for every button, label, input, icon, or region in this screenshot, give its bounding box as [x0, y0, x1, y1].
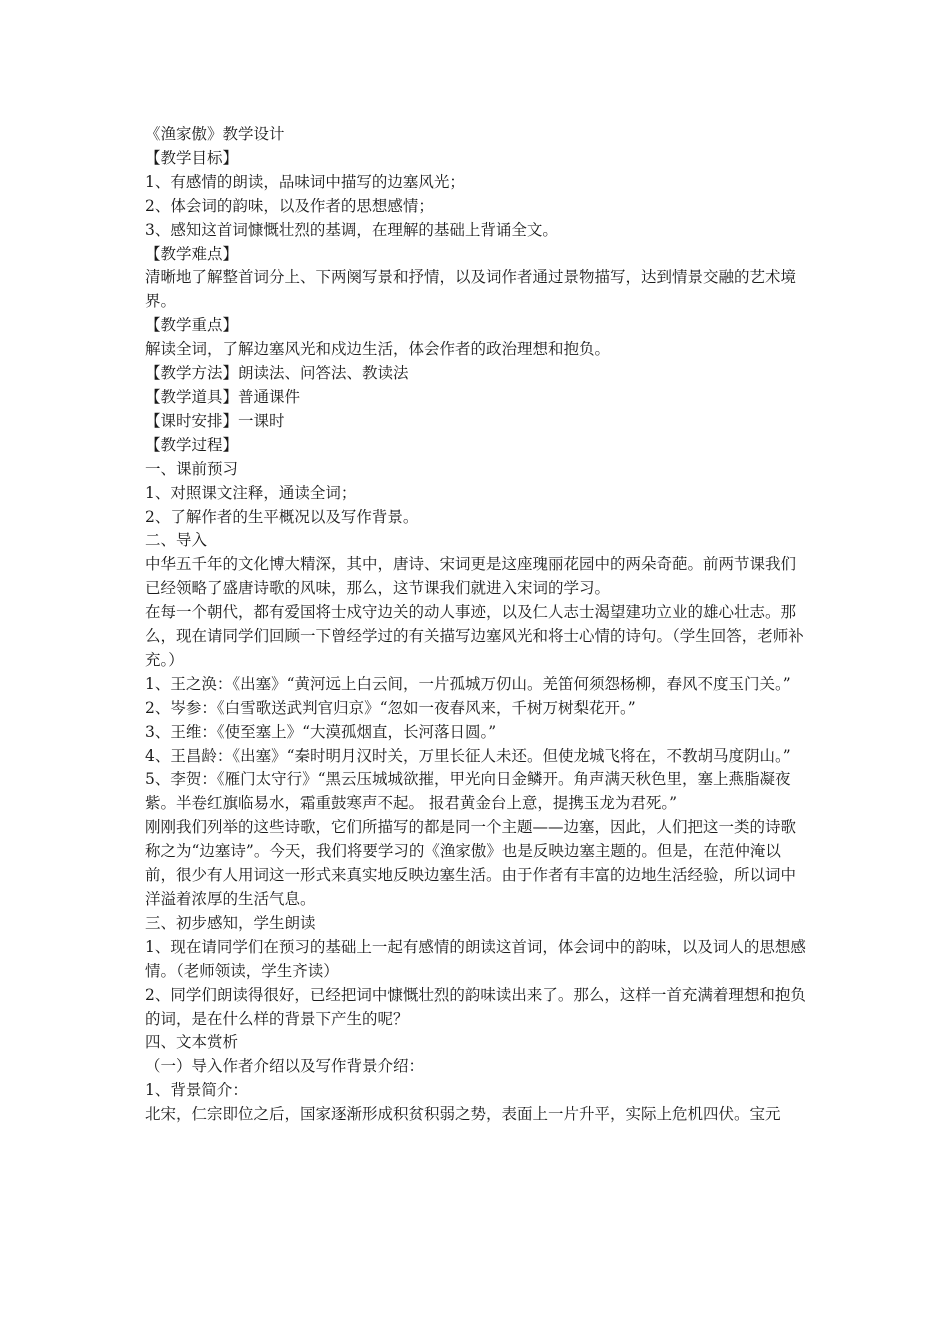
paragraph: 【教学道具】普通课件: [145, 387, 301, 406]
paragraph: 2、了解作者的生平概况以及写作背景。: [145, 507, 419, 526]
paragraph: 1、现在请同学们在预习的基础上一起有感情的朗读这首词，体会词中的韵味，以及词人的思想感情。（老师领读，学生齐读）: [145, 937, 806, 980]
paragraph: 中华五千年的文化博大精深，其中，唐诗、宋词更是这座瑰丽花园中的两朵奇葩。前两节课我们已经领略了盛唐诗歌的风味，那么，这节课我们就进入宋词的学习。: [145, 555, 797, 598]
paragraph: 3、王维：《使至塞上》“大漠孤烟直，长河落日圆。”: [145, 722, 497, 741]
paragraph: （一）导入作者介绍以及写作背景介绍：: [145, 1057, 425, 1076]
paragraph: 二、导入: [145, 531, 208, 550]
paragraph: 北宋，仁宗即位之后，国家逐渐形成积贫积弱之势，表面上一片升平，实际上危机四伏。宝元: [145, 1105, 781, 1124]
paragraph: 2、同学们朗读得很好，已经把词中慷慨壮烈的韵味读出来了。那么，这样一首充满着理想和抱负的词，是在什么样的背景下产生的呢？: [145, 985, 806, 1028]
paragraph: 清晰地了解整首词分上、下两阕写景和抒情，以及词作者通过景物描写，达到情景交融的艺术境界。: [145, 268, 797, 311]
paragraph: 1、有感情的朗读，品味词中描写的边塞风光；: [145, 172, 465, 191]
paragraph: 2、体会词的韵味，以及作者的思想感情；: [145, 196, 434, 215]
paragraph: 【教学方法】朗读法、问答法、教读法: [145, 364, 409, 383]
paragraph: 4、王昌龄：《出塞》“秦时明月汉时关，万里长征人未还。但使龙城飞将在，不教胡马度阴山。”: [145, 746, 791, 765]
paragraph: 1、对照课文注释，通读全词；: [145, 483, 357, 502]
paragraph: 在每一个朝代，都有爱国将士戍守边关的动人事迹，以及仁人志士渴望建功立业的雄心壮志。那么，现在请同学们回顾一下曾经学过的有关描写边塞风光和将士心情的诗句。（学生回答，老师补充。）: [145, 603, 804, 669]
paragraph: 四、文本赏析: [145, 1033, 239, 1052]
paragraph: 5、李贺：《雁门太守行》“黑云压城城欲摧，甲光向日金鳞开。角声满天秋色里，塞上燕脂凝夜紫。半卷红旗临易水，霜重鼓寒声不起。 报君黄金台上意，提携玉龙为君死。”: [145, 770, 791, 813]
paragraph: 一、课前预习: [145, 459, 239, 478]
paragraph: 【课时安排】一课时: [145, 411, 285, 430]
paragraph: 解读全词，了解边塞风光和戍边生活，体会作者的政治理想和抱负。: [145, 340, 611, 359]
paragraph: 刚刚我们列举的这些诗歌，它们所描写的都是同一个主题——边塞，因此，人们把这一类的诗歌称之为“边塞诗”。今天，我们将要学习的《渔家傲》也是反映边塞主题的。但是，在范仲淹以前，很少有人用词这一形式来真实地反映边塞生活。由于作者有丰富的边地生活经验，所以词中洋溢着浓厚的生活气息。: [145, 818, 797, 908]
section-heading-objectives: 【教学目标】: [145, 148, 239, 167]
section-heading-difficulty: 【教学难点】: [145, 244, 239, 263]
section-heading-focus: 【教学重点】: [145, 316, 239, 335]
section-heading-process: 【教学过程】: [145, 435, 239, 454]
paragraph: 1、背景简介：: [145, 1081, 248, 1100]
paragraph: 3、感知这首词慷慨壮烈的基调，在理解的基础上背诵全文。: [145, 220, 558, 239]
document-title: 《渔家傲》教学设计: [145, 125, 285, 143]
paragraph: 1、王之涣：《出塞》“黄河远上白云间，一片孤城万仞山。羌笛何须怨杨柳，春风不度玉门关。”: [145, 674, 791, 693]
paragraph: 2、岑参：《白雪歌送武判官归京》“忽如一夜春风来，千树万树梨花开。”: [145, 698, 636, 717]
paragraph: 三、初步感知，学生朗读: [145, 913, 316, 932]
